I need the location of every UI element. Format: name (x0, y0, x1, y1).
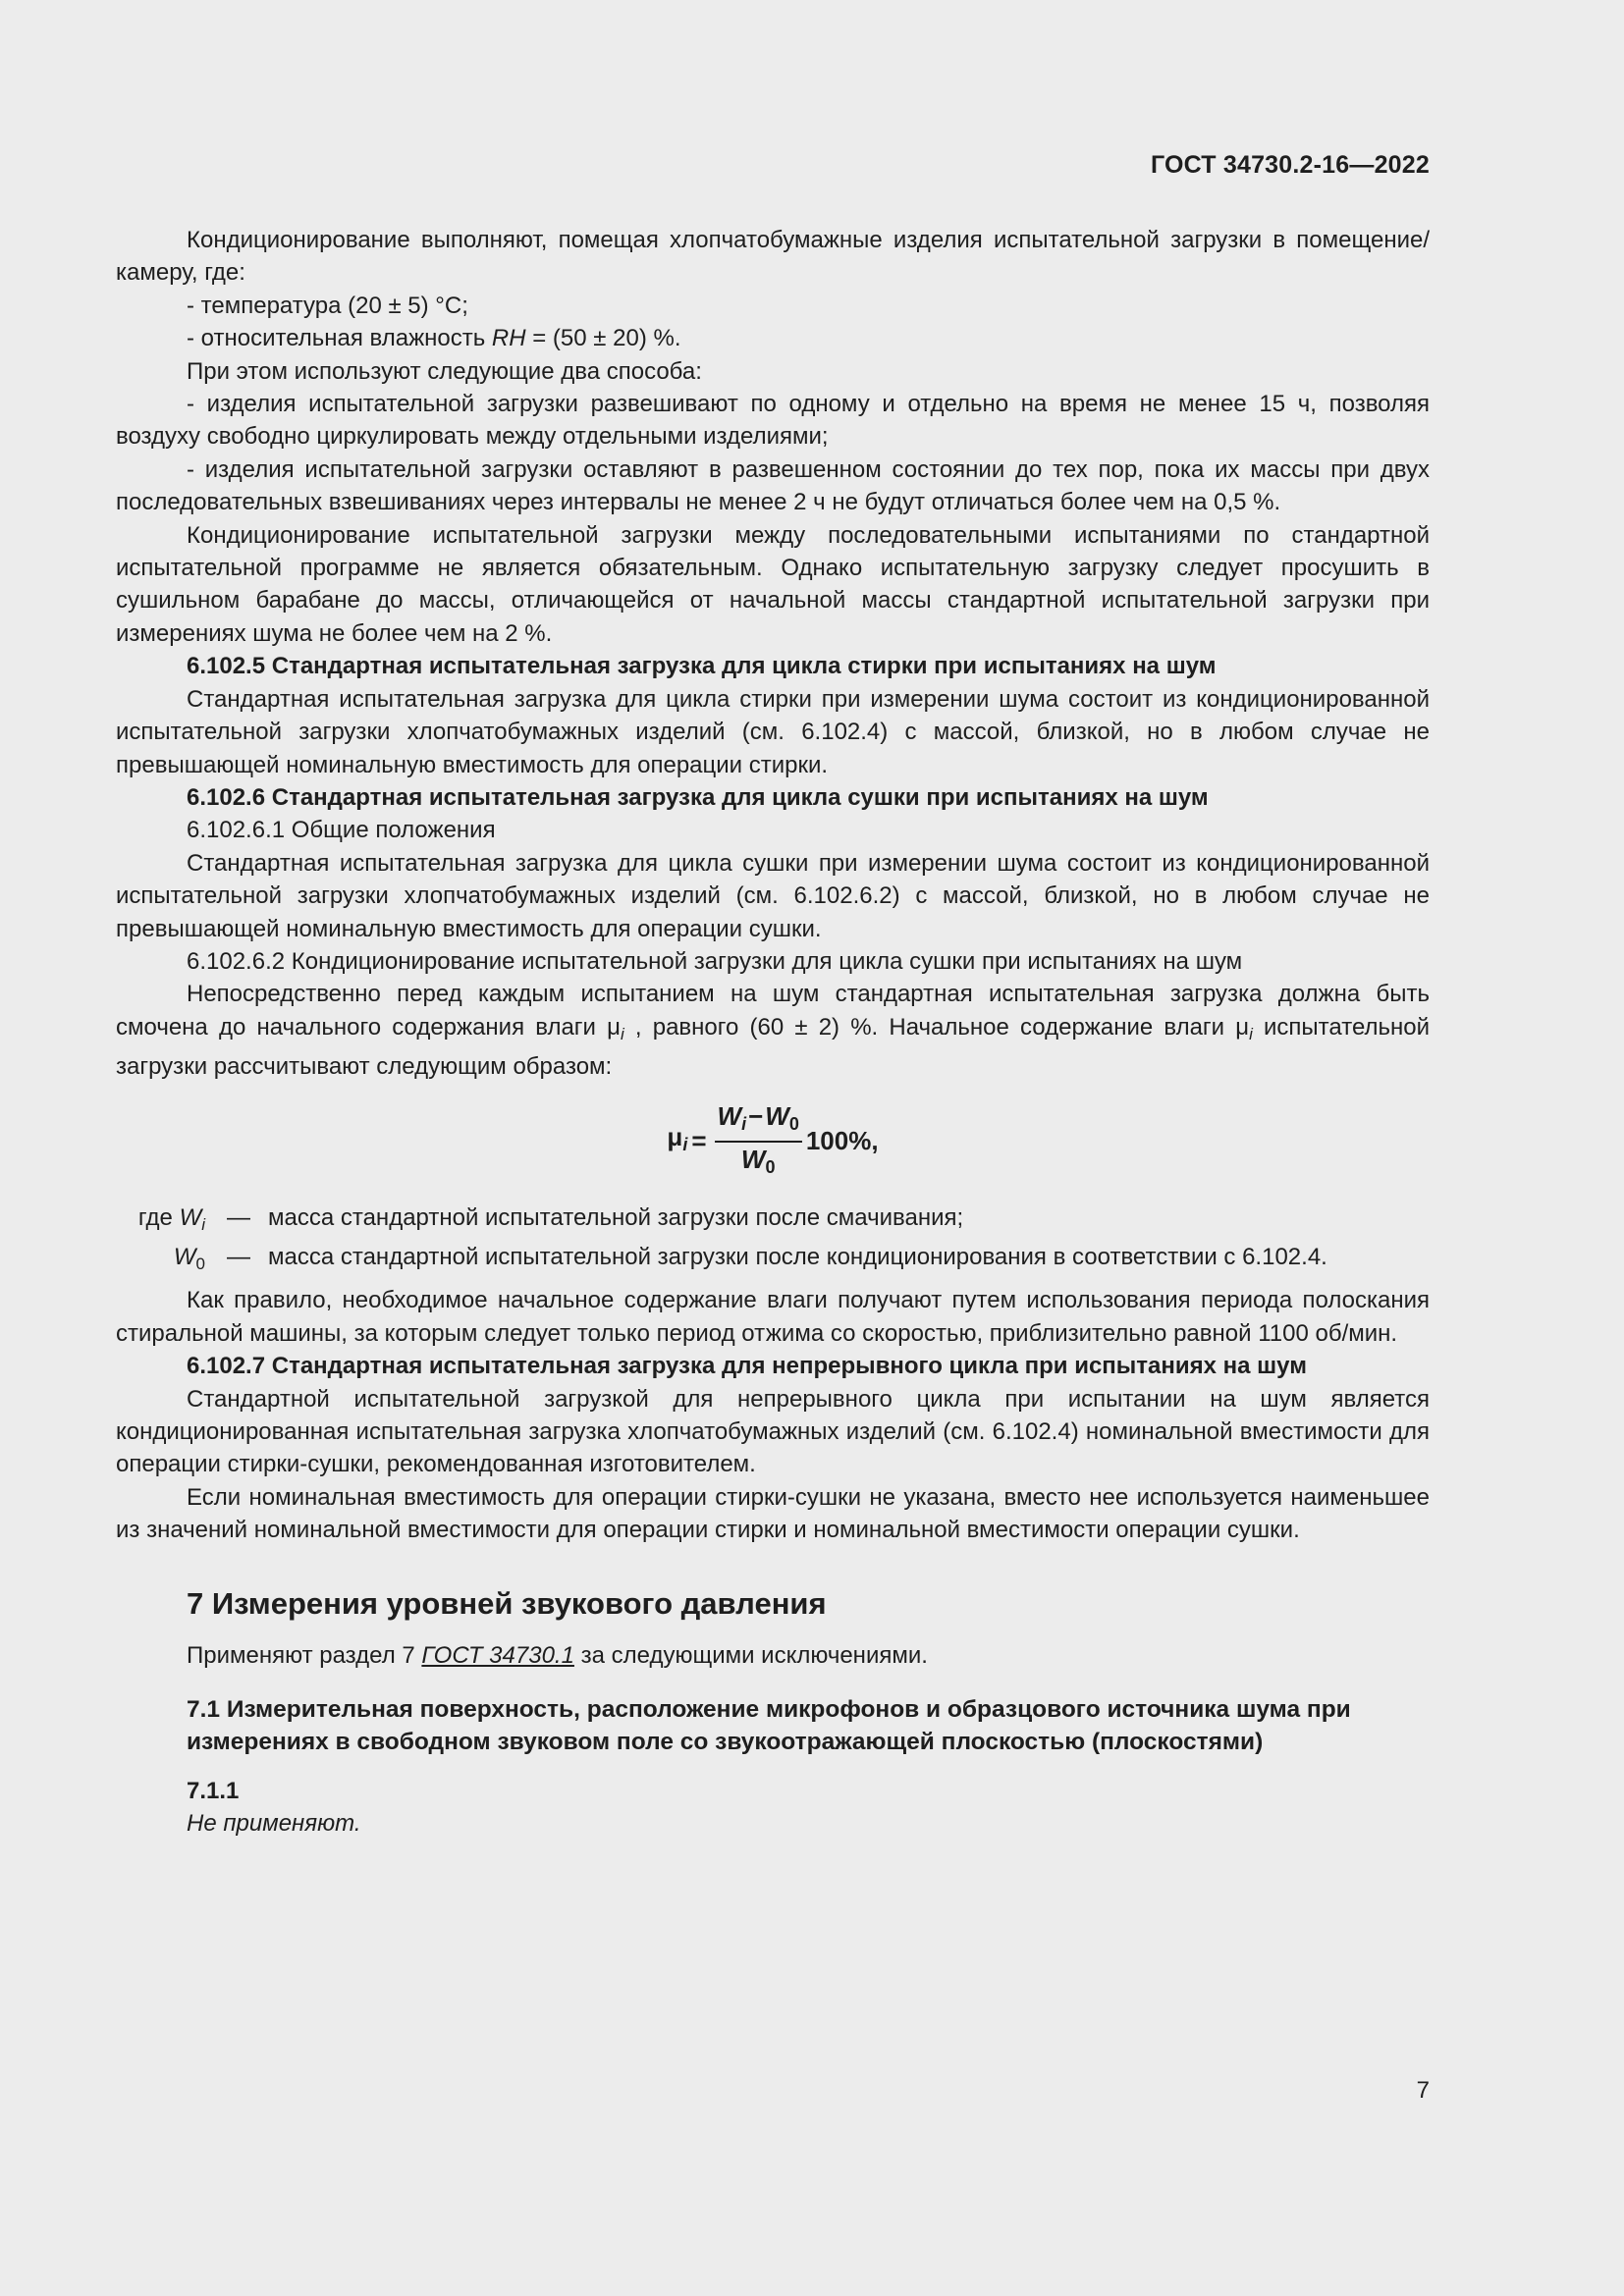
text-run: , равного (60 ± 2) %. Начальное содержание влаги μ (623, 1013, 1250, 1041)
legend-description: масса стандартной испытательной загрузки после кондиционирования в соответствии с 6.102.4. (268, 1243, 1327, 1270)
not-applicable-note: Не применяют. (187, 1810, 361, 1838)
subsection-heading-6-102-7: 6.102.7 Стандартная испытательная загрузка для непрерывного цикла при испытаниях на шум (187, 1353, 1307, 1380)
w-symbol: W (717, 1100, 742, 1131)
page-number: 7 (1416, 2077, 1430, 2104)
where-label: где (137, 1203, 180, 1231)
subscript: i (741, 1113, 747, 1134)
paragraph: Как правило, необходимое начальное содержание влаги получают путем использования периода полоскания стиральной машины, за которым следует только период отжима со скоростью, приблизительно равной 1100 об/мин. (116, 1287, 1430, 1347)
subsection-heading-6-102-5: 6.102.5 Стандартная испытательная загрузка для цикла стирки при испытаниях на шум (187, 653, 1217, 680)
subscript: i (682, 1134, 688, 1154)
subscript: i (620, 1024, 624, 1043)
moisture-formula (116, 1088, 1430, 1196)
list-item: - изделия испытательной загрузки развешивают по одному и отдельно на время не менее 15 ч, позволяя воздуху свободно циркулировать между отдельными изделиями; (116, 391, 1430, 451)
paragraph: При этом используют следующие два способа: (187, 357, 702, 385)
document-id-header: ГОСТ 34730.2-16—2022 (1150, 151, 1430, 179)
formula-numerator (715, 1101, 802, 1143)
text-run: Непосредственно перед каждым испытанием на шум стандартная испытательная загрузка должна быть смочена до начального содержания влаги μ (116, 981, 1430, 1041)
paragraph: Стандартная испытательная загрузка для цикла сушки при измерении шума состоит из кондиционированной испытательной загрузки хлопчатобумажных изделий (см. 6.102.6.2) с массой, близкой, но в любом случае не превышающей номинальную вместимость для операции сушки. (116, 849, 1430, 942)
formula-lhs (667, 1121, 687, 1161)
subsection-heading-6-102-6-2: 6.102.6.2 Кондиционирование испытательной загрузки для цикла сушки при испытаниях на шум (187, 947, 1243, 975)
list-item: - температура (20 ± 5) °С; (187, 292, 468, 319)
subscript: i (1249, 1024, 1253, 1043)
paragraph (116, 978, 1430, 1083)
legend-description: масса стандартной испытательной загрузки после смачивания; (268, 1203, 964, 1231)
paragraph: Стандартной испытательной загрузкой для непрерывного цикла при испытании на шум является кондиционированная испытательная загрузка хлопчатобумажных изделий (см. 6.102.4) номинальной вместимости для операции стирки-сушки, рекомендованная изготовителем. (116, 1385, 1430, 1478)
subsection-heading-7-1: 7.1 Измерительная поверхность, расположение микрофонов и образцового источника шума при измерениях в свободном звуковом поле со звукоотражающей плоскостью (плоскостями) (187, 1696, 1351, 1756)
gost-reference-link[interactable]: ГОСТ 34730.1 (421, 1641, 574, 1669)
paragraph: Кондиционирование выполняют, помещая хлопчатобумажные изделия испытательной загрузки в помещение/камеру, где: (116, 227, 1430, 287)
minus-sign: − (748, 1100, 764, 1131)
formula-equals: = (691, 1125, 707, 1155)
subscript: 0 (788, 1113, 799, 1134)
text-run: испытательной загрузки рассчитывают следующим образом: (116, 1013, 1431, 1081)
section-7-intro (187, 1639, 1430, 1672)
section-7-title: 7 Измерения уровней звукового давления (187, 1585, 827, 1621)
legend-symbol-wi (116, 1201, 209, 1241)
text-run: - относительная влажность (187, 325, 492, 352)
mu-symbol: μ (667, 1121, 683, 1151)
formula-fraction (715, 1101, 802, 1182)
w-symbol: W (173, 1243, 196, 1270)
subscript: 0 (765, 1156, 776, 1177)
list-item: - изделия испытательной загрузки оставляют в развешенном состоянии до тех пор, пока их массы при двух последовательных взвешиваниях через интервалы не менее 2 ч не будут отличаться более чем на 0,5 %. (116, 455, 1430, 516)
legend-symbol-w0 (116, 1241, 209, 1280)
legend-dash: — (227, 1243, 250, 1270)
w-symbol: W (765, 1100, 789, 1131)
w-symbol: W (179, 1203, 202, 1231)
paragraph: Кондиционирование испытательной загрузки между последовательными испытаниями по стандартной испытательной программе не является обязательным. Однако испытательную загрузку следует просушить в сушильном барабане до массы, отличающейся от начальной массы стандартной испытательной загрузки при измерениях шума не более чем на 2 %. (116, 521, 1430, 647)
text-run: Применяют раздел 7 (187, 1641, 422, 1669)
subsection-heading-6-102-6: 6.102.6 Стандартная испытательная загрузка для цикла сушки при испытаниях на шум (187, 783, 1209, 811)
paragraph: Стандартная испытательная загрузка для цикла стирки при измерении шума состоит из кондиционированной испытательной загрузки хлопчатобумажных изделий (см. 6.102.4) с массой, близкой, но в любом случае не превышающей номинальную вместимость для операции стирки. (116, 685, 1430, 778)
subsection-heading-6-102-6-1: 6.102.6.1 Общие положения (187, 817, 496, 844)
text-run: = (50 ± 20) %. (525, 325, 681, 352)
subsection-heading-7-1-1: 7.1.1 (187, 1777, 240, 1804)
formula-tail: 100%, (805, 1125, 879, 1155)
formula-legend (116, 1201, 1430, 1281)
list-item (116, 322, 1430, 354)
paragraph: Если номинальная вместимость для операции стирки-сушки не указана, вместо нее используется наименьшее из значений номинальной вместимости для операции стирки и номинальной вместимости операции сушки. (116, 1483, 1430, 1544)
formula-denominator (741, 1143, 776, 1182)
symbol-rh: RH (491, 325, 526, 352)
text-run: за следующими исключениями. (573, 1641, 928, 1669)
page-content (116, 224, 1430, 1841)
subscript: 0 (195, 1254, 205, 1273)
subscript: i (201, 1214, 205, 1234)
w-symbol: W (740, 1144, 766, 1174)
legend-dash: — (227, 1203, 250, 1231)
